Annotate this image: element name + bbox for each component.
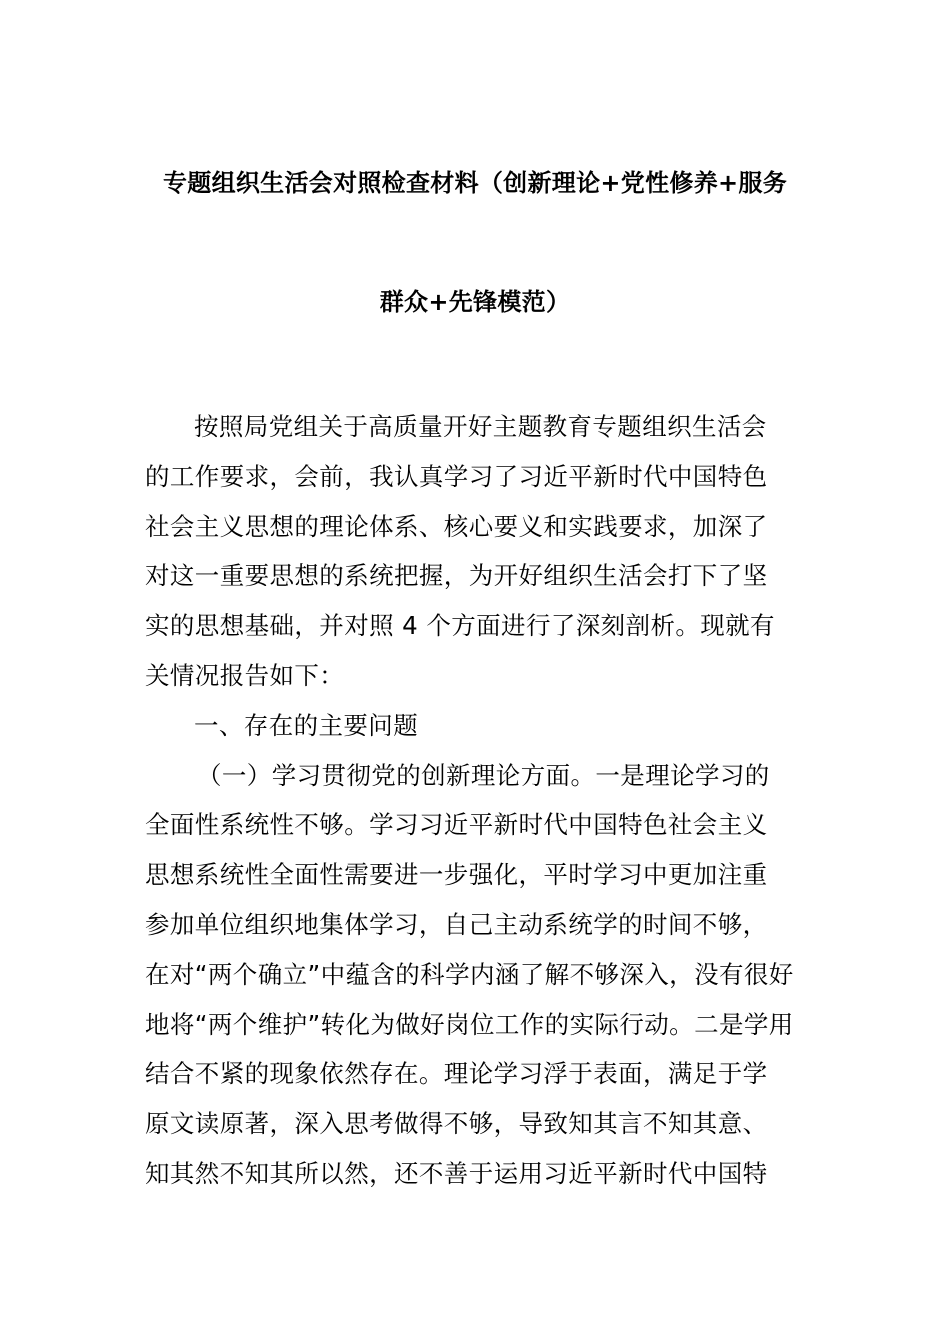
paragraph-line: 知其然不知其所以然，还不善于运用习近平新时代中国特 <box>145 1158 768 1188</box>
paragraph-line: 关情况报告如下： <box>145 660 345 690</box>
paragraph-line: 社会主义思想的理论体系、核心要义和实践要求，加深了 <box>145 511 768 541</box>
paragraph-line: 在对“两个确立”中蕴含的科学内涵了解不够深入，没有很好 <box>145 959 794 989</box>
paragraph-line: 地将“两个维护”转化为做好岗位工作的实际行动。二是学用 <box>145 1009 794 1039</box>
document-title-line-2: 群众+先锋模范） <box>379 288 571 316</box>
document-title-line-1: 专题组织生活会对照检查材料（创新理论+党性修养+服务 <box>162 169 788 197</box>
paragraph-line: 实的思想基础，并对照 4 个方面进行了深刻剖析。现就有 <box>145 611 775 641</box>
paragraph-line: 原文读原著，深入思考做得不够，导致知其言不知其意、 <box>145 1109 768 1139</box>
paragraph-line: 参加单位组织地集体学习，自己主动系统学的时间不够， <box>145 909 768 939</box>
paragraph-line: 按照局党组关于高质量开好主题教育专题组织生活会 <box>194 412 767 441</box>
paragraph-line: 全面性系统性不够。学习习近平新时代中国特色社会主义 <box>145 810 768 840</box>
paragraph-line: 结合不紧的现象依然存在。理论学习浮于表面，满足于学 <box>145 1059 768 1089</box>
document-body <box>145 402 810 1199</box>
paragraph-line: 的工作要求，会前，我认真学习了习近平新时代中国特色 <box>145 461 768 491</box>
section-heading: 一、存在的主要问题 <box>194 710 419 740</box>
paragraph-line: （一）学习贯彻党的创新理论方面。一是理论学习的 <box>197 760 770 790</box>
paragraph-line: 对这一重要思想的系统把握，为开好组织生活会打下了坚 <box>145 561 768 591</box>
paragraph-line: 思想系统性全面性需要进一步强化，平时学习中更加注重 <box>145 860 768 890</box>
